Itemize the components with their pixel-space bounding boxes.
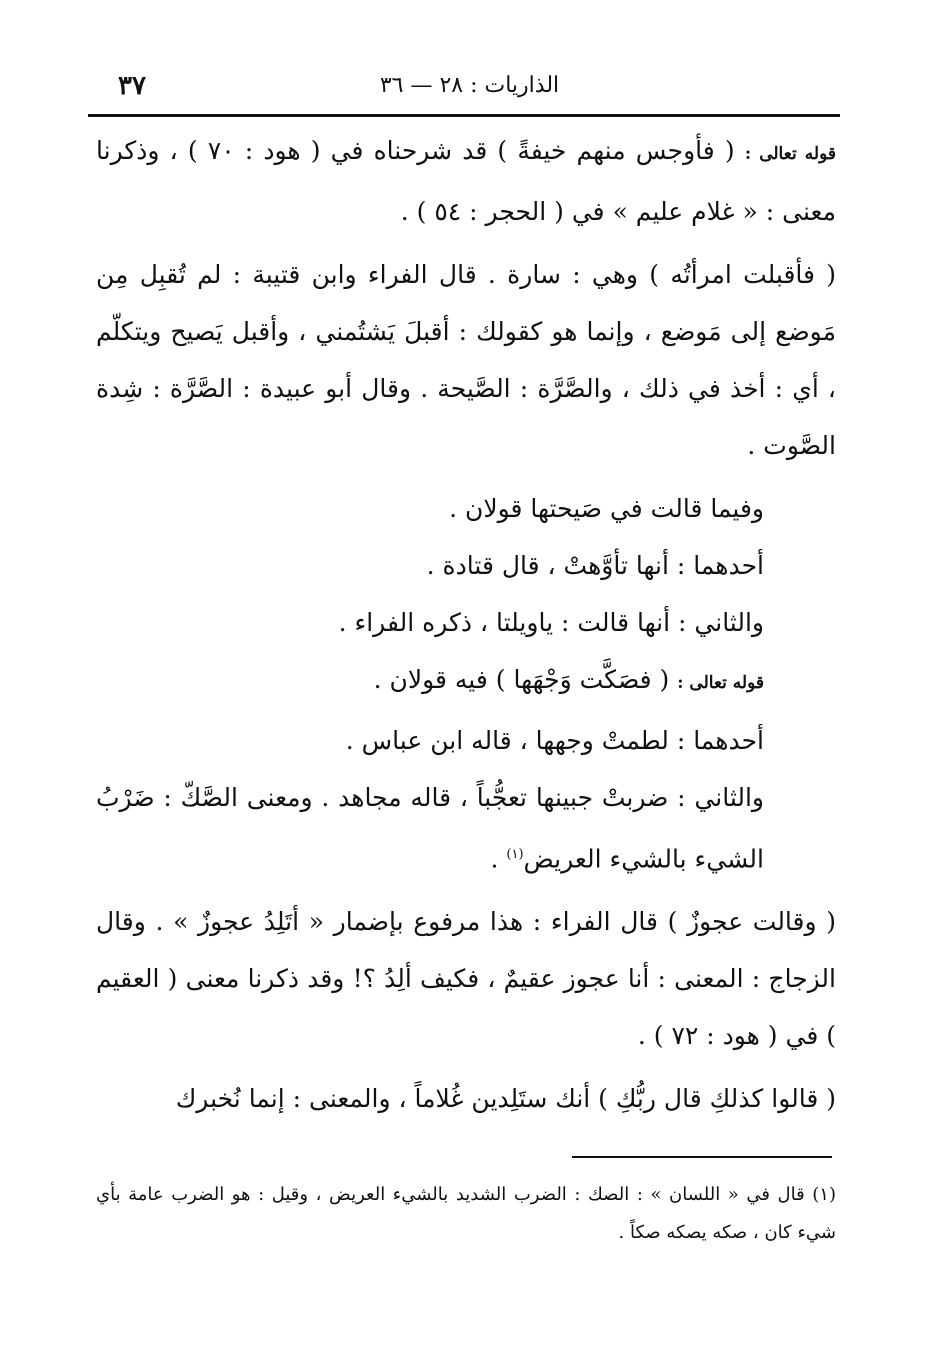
page-number: ٣٧: [118, 71, 146, 101]
footnote-marker[interactable]: (١): [506, 847, 524, 862]
paragraph: [96, 712, 836, 769]
paragraph-text: أحدهما : أنها تأوَّهتْ ، قال قتادة .: [426, 551, 764, 580]
header-rule: [88, 114, 840, 117]
paragraph-text: ( فأقبلت امرأتُه ) وهي : سارة . قال الفراء وابن قتيبة : لم تُقبِل مِن مَوضع إلى مَوضع ، وإنما هو كقولك : أقبلَ يَشتُمني ، وأقبل يَصيح ويتكلّم ، أي : أخذ في ذلك ، والصَّرَّة : الصَّيحة . وقال أبو عبيدة : الصَّرَّة : شِدة الصَّوت .: [96, 260, 836, 460]
paragraph-text: ( وقالت عجوزٌ ) قال الفراء : هذا مرفوع بإضمار « أتَلِدُ عجوزٌ » . وقال الزجاج : المعنى : أنا عجوز عقيمٌ ، فكيف ألِدُ ؟! وقد ذكرنا معنى ( العقيم ) في ( هود : ٧٢ ) .: [96, 907, 836, 1051]
paragraph: [96, 537, 836, 594]
paragraph-tail: .: [490, 844, 507, 874]
paragraph-text: وفيما قالت في صَيحتها قولان .: [449, 494, 764, 523]
footnote-text: (١) قال في « اللسان » : الصك : الضرب الشديد بالشيء العريض ، وقيل : هو الضرب عامة بأي شيء كان ، صكه يصكه صكاً .: [96, 1184, 836, 1243]
paragraph-text: ( فأوجس منهم خيفةً ) قد شرحناه في ( هود : ٧٠ ) ، وذكرنا معنى : « غلام عليم » في ( الحجر : ٥٤ ) .: [96, 136, 836, 226]
paragraph-text: ( فصَكَّت وَجْهَها ) فيه قولان .: [373, 665, 678, 694]
paragraph: [96, 1070, 836, 1127]
paragraph: [96, 122, 836, 240]
paragraph-text: والثاني : أنها قالت : ياويلتا ، ذكره الفراء .: [338, 608, 764, 637]
paragraph: [96, 246, 836, 474]
footnote-rule: [572, 1156, 832, 1158]
paragraph-text: أحدهما : لطمتْ وجهها ، قاله ابن عباس .: [345, 726, 764, 755]
paragraph-text: والثاني : ضربتْ جبينها تعجُّباً ، قاله مجاهد . ومعنى الصَّكّ : ضَرْبُ الشيء بالشيء العريض: [96, 783, 764, 874]
paragraph: [96, 651, 836, 712]
paragraph: [96, 893, 836, 1064]
paragraph-text: ( قالوا كذلكِ قال ربُّكِ ) أنك ستَلِدين غُلاماً ، والمعنى : إنما نُخبرك: [175, 1084, 836, 1114]
footnote: [96, 1176, 836, 1252]
verse-lead: قوله تعالى :: [677, 673, 764, 693]
paragraph: [96, 769, 836, 887]
paragraph: [96, 594, 836, 651]
verse-lead: قوله تعالى :: [744, 144, 837, 164]
paragraph: [96, 480, 836, 537]
commentary-body: [96, 122, 836, 1127]
surah-verse-range: الذاريات : ٢٨ — ٣٦: [379, 73, 560, 98]
running-header: [96, 68, 843, 104]
